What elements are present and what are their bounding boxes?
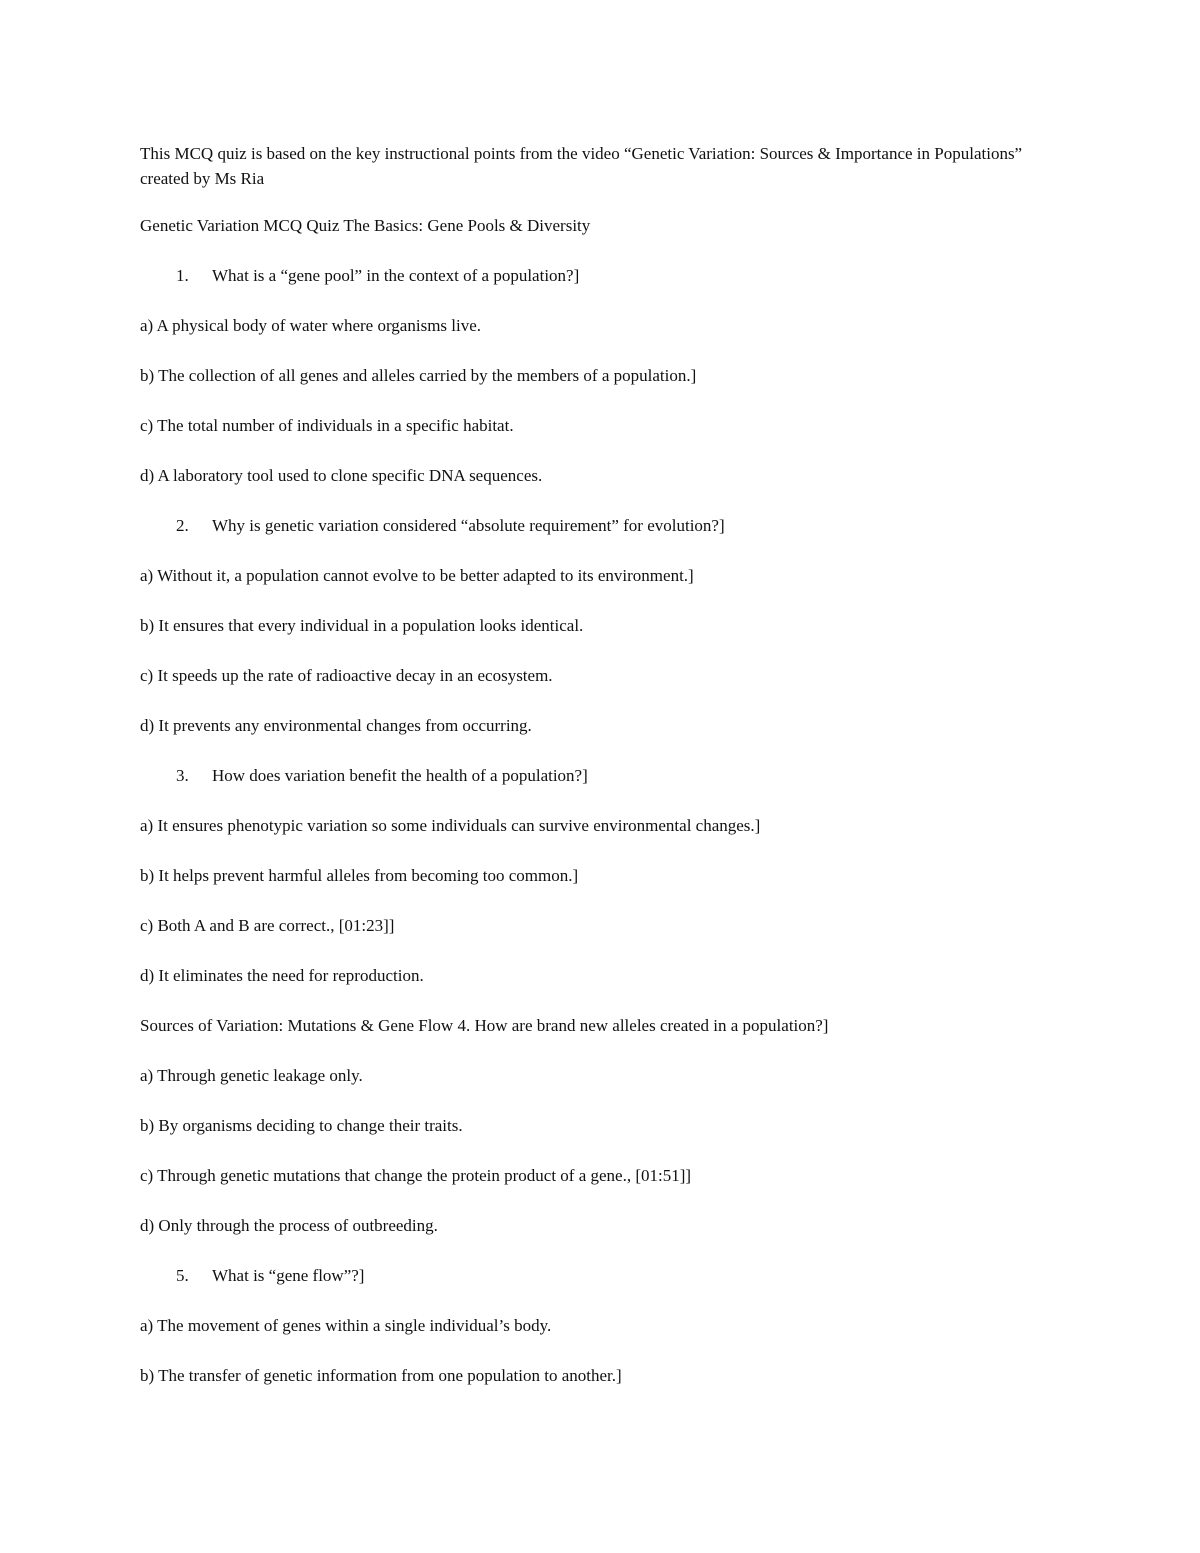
question-text: How does variation benefit the health of a population?] [212, 766, 588, 785]
question-number: 1. [176, 266, 189, 285]
option-2b: b) It ensures that every individual in a population looks identical. [140, 616, 584, 635]
option-3d: d) It eliminates the need for reproduction. [140, 966, 424, 985]
option-1b: b) The collection of all genes and alleles carried by the members of a population.] [140, 366, 697, 385]
option-2c: c) It speeds up the rate of radioactive decay in an ecosystem. [140, 666, 553, 685]
question-1 [176, 265, 579, 287]
option-5b: b) The transfer of genetic information from one population to another.] [140, 1366, 622, 1385]
option-1a: a) A physical body of water where organisms live. [140, 316, 482, 335]
intro-paragraph: This MCQ quiz is based on the key instructional points from the video “Genetic Variation: Sources & Importance in Populations” created by Ms Ria [140, 144, 1023, 188]
option-3b: b) It helps prevent harmful alleles from becoming too common.] [140, 866, 579, 885]
option-4a: a) Through genetic leakage only. [140, 1066, 363, 1085]
question-number: 3. [176, 766, 189, 785]
option-3c: c) Both A and B are correct., [01:23]] [140, 916, 395, 935]
question-text: What is a “gene pool” in the context of a population?] [212, 266, 580, 285]
option-2d: d) It prevents any environmental changes from occurring. [140, 716, 532, 735]
option-5a: a) The movement of genes within a single individual’s body. [140, 1316, 552, 1335]
option-4d: d) Only through the process of outbreeding. [140, 1216, 438, 1235]
question-3 [176, 765, 588, 787]
option-4c: c) Through genetic mutations that change the protein product of a gene., [01:51]] [140, 1166, 692, 1185]
option-3a: a) It ensures phenotypic variation so some individuals can survive environmental changes.] [140, 816, 761, 835]
question-text: What is “gene flow”?] [212, 1266, 365, 1285]
question-number: 2. [176, 516, 189, 535]
option-4b: b) By organisms deciding to change their traits. [140, 1116, 463, 1135]
question-5 [176, 1265, 364, 1287]
option-2a: a) Without it, a population cannot evolve to be better adapted to its environment.] [140, 566, 694, 585]
quiz-title: Genetic Variation MCQ Quiz The Basics: Gene Pools & Diversity [140, 216, 591, 235]
option-1d: d) A laboratory tool used to clone specific DNA sequences. [140, 466, 543, 485]
question-number: 5. [176, 1266, 189, 1285]
question-2 [176, 515, 725, 537]
question-text: Why is genetic variation considered “absolute requirement” for evolution?] [212, 516, 725, 535]
option-1c: c) The total number of individuals in a specific habitat. [140, 416, 514, 435]
section-2-heading: Sources of Variation: Mutations & Gene Flow 4. How are brand new alleles created in a population?] [140, 1016, 829, 1035]
